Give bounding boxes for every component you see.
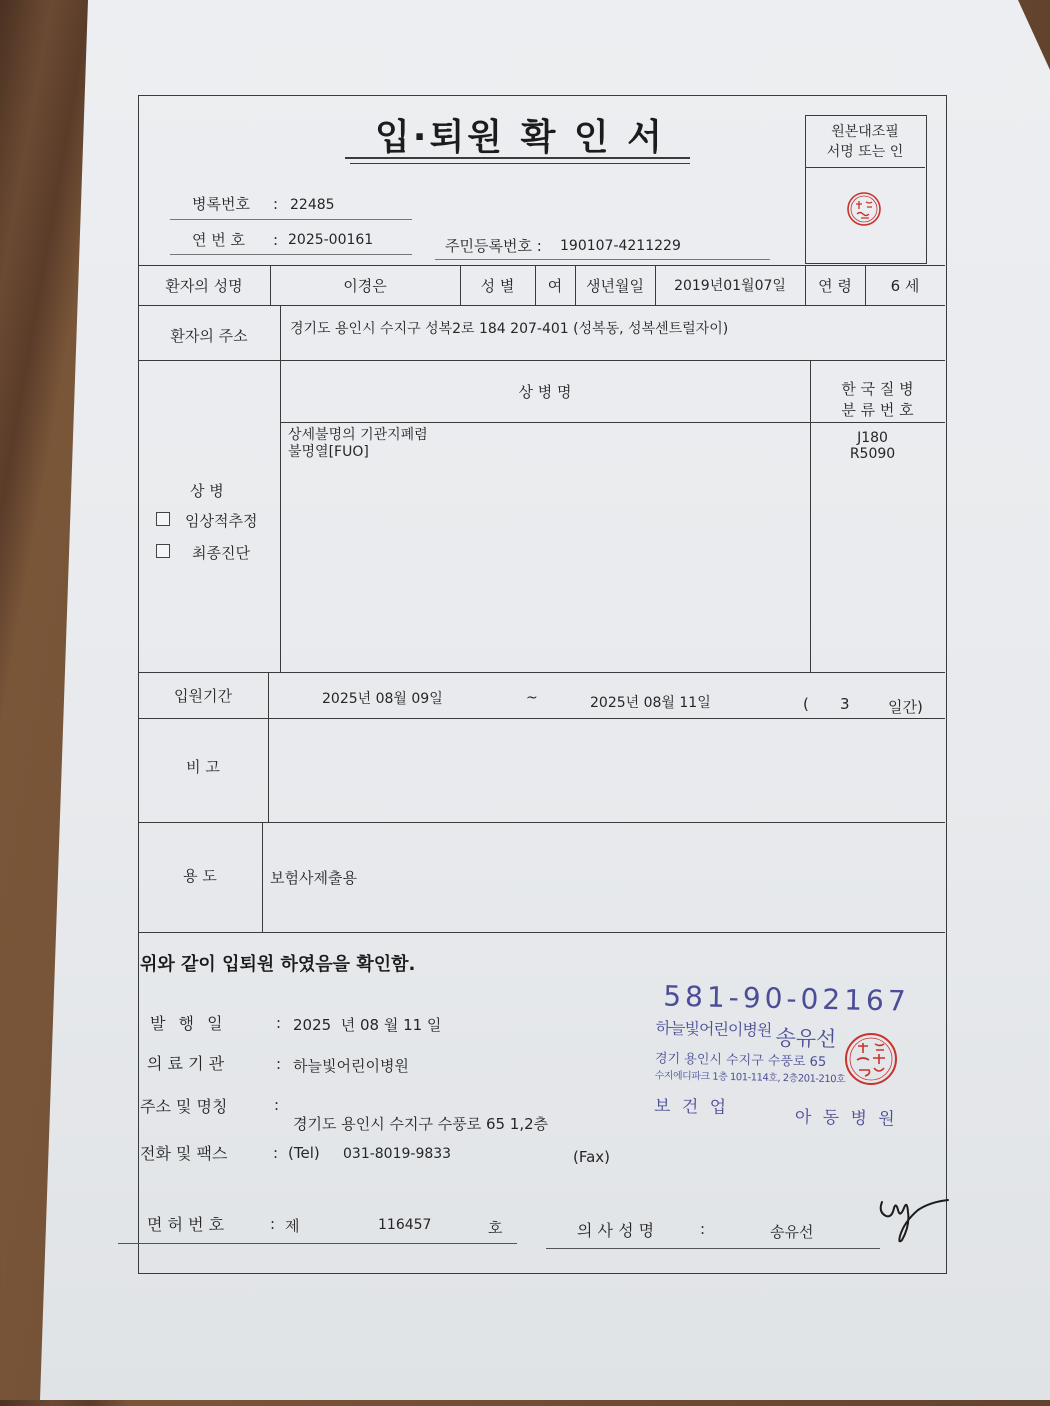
verify-box-divider bbox=[805, 167, 925, 168]
title-underline-thick bbox=[345, 157, 690, 159]
table-line bbox=[268, 672, 269, 718]
diagnosis-section-label: 상 병 bbox=[190, 482, 224, 500]
verify-seal-icon bbox=[845, 190, 883, 228]
resident-no-label: 주민등록번호 : bbox=[445, 237, 542, 255]
issuer-address-colon: : bbox=[274, 1096, 280, 1114]
diagnosis-name: 불명열[FUO] bbox=[288, 444, 369, 460]
license-underline bbox=[118, 1243, 517, 1244]
admission-days-suffix: 일간) bbox=[888, 698, 923, 716]
serial-no-value: 2025-00161 bbox=[288, 232, 374, 248]
record-no-underline bbox=[170, 219, 412, 220]
verify-box-line1: 원본대조필 bbox=[831, 124, 899, 140]
license-colon: : bbox=[270, 1215, 276, 1233]
tel-label: (Tel) bbox=[288, 1144, 320, 1162]
patient-sex-label: 성 별 bbox=[480, 276, 515, 295]
diagnosis-option-label: 임상적추정 bbox=[185, 512, 258, 530]
stamp-business-category: 보 건 업 bbox=[653, 1096, 730, 1118]
issue-date-colon: : bbox=[276, 1014, 282, 1032]
institution-colon: : bbox=[276, 1055, 282, 1073]
stamp-address-2: 수지에디파크 1층 101-114호, 2층201-210호 bbox=[654, 1070, 846, 1086]
phone-fax-label: 전화 및 팩스 bbox=[140, 1144, 228, 1163]
diagnosis-code: J180 bbox=[857, 429, 888, 446]
patient-age: 6 세 bbox=[890, 276, 920, 295]
confirmation-text: 위와 같이 입퇴원 하였음을 확인함. bbox=[140, 954, 416, 975]
institution-label: 의 료 기 관 bbox=[147, 1054, 225, 1073]
patient-dob: 2019년01월07일 bbox=[674, 278, 786, 294]
diagnosis-option-label: 최종진단 bbox=[192, 544, 250, 562]
director-seal-icon bbox=[842, 1030, 900, 1088]
title-underline-thin bbox=[350, 163, 690, 164]
admission-separator: ~ bbox=[526, 690, 538, 706]
table-line bbox=[268, 718, 269, 822]
stamp-business-number: 581-90-02167 bbox=[662, 979, 910, 1018]
verify-box-line2: 서명 또는 인 bbox=[826, 144, 904, 160]
diagnosis-option-checkbox bbox=[156, 512, 170, 526]
diagnosis-code: R5090 bbox=[849, 445, 896, 462]
issuer-address-label: 주소 및 명칭 bbox=[140, 1097, 228, 1116]
issuer-address: 경기도 용인시 수지구 수풍로 65 1,2층 bbox=[293, 1115, 549, 1133]
tel-number: 031-8019-9833 bbox=[343, 1146, 452, 1162]
stamp-hospital-name: 하늘빛어린이병원 bbox=[655, 1018, 772, 1040]
admission-paren-open: ( bbox=[803, 695, 809, 713]
patient-address-label: 환자의 주소 bbox=[170, 326, 248, 345]
table-line bbox=[138, 932, 945, 933]
license-prefix: 제 bbox=[285, 1217, 300, 1235]
resident-no-underline bbox=[435, 259, 770, 260]
purpose-label: 용 도 bbox=[183, 866, 217, 885]
diagnosis-option-checkbox bbox=[156, 544, 170, 558]
table-line bbox=[280, 305, 281, 360]
patient-address: 경기도 용인시 수지구 성복2로 184 207-401 (성복동, 성복센트럴자이) bbox=[290, 321, 729, 337]
table-line bbox=[138, 305, 945, 306]
stamp-business-type: 아 동 병 원 bbox=[794, 1107, 898, 1130]
diagnosis-name-header: 상 병 명 bbox=[518, 382, 572, 401]
stamp-director-name: 송유선 bbox=[775, 1025, 837, 1052]
fax-label: (Fax) bbox=[573, 1148, 611, 1166]
institution-name: 하늘빛어린이병원 bbox=[293, 1057, 409, 1075]
stamp-address-1: 경기 용인시 수지구 수풍로 65 bbox=[654, 1051, 827, 1070]
diagnosis-code-header-1: 한 국 질 병 bbox=[841, 379, 914, 398]
record-no-value: 22485 bbox=[290, 197, 335, 213]
license-label: 면 허 번 호 bbox=[147, 1215, 225, 1234]
doctor-colon: : bbox=[700, 1220, 706, 1238]
patient-name: 이경은 bbox=[343, 276, 387, 295]
table-line bbox=[262, 822, 263, 932]
admission-days: 3 bbox=[840, 695, 850, 713]
remarks-label: 비 고 bbox=[186, 757, 220, 776]
license-suffix: 호 bbox=[488, 1219, 503, 1237]
patient-age-label: 연 령 bbox=[818, 276, 852, 295]
serial-no-underline bbox=[170, 254, 412, 255]
admission-label: 입원기간 bbox=[174, 686, 232, 705]
patient-dob-label: 생년월일 bbox=[586, 276, 644, 295]
admission-start: 2025년 08월 09일 bbox=[322, 691, 443, 707]
serial-no-colon: : bbox=[273, 231, 279, 249]
doctor-signature-icon bbox=[872, 1186, 954, 1248]
doctor-label: 의 사 성 명 bbox=[577, 1221, 655, 1240]
record-no-colon: : bbox=[273, 195, 279, 213]
doctor-underline bbox=[546, 1248, 880, 1249]
admission-end: 2025년 08월 11일 bbox=[590, 695, 711, 711]
patient-name-label: 환자의 성명 bbox=[165, 276, 243, 295]
issue-date: 2025 년 08 월 11 일 bbox=[293, 1016, 442, 1034]
serial-no-label: 연 번 호 bbox=[192, 231, 246, 249]
issue-date-label: 발 행 일 bbox=[150, 1014, 223, 1033]
resident-no-value: 190107-4211229 bbox=[560, 238, 681, 254]
document-title: 입·퇴원 확 인 서 bbox=[375, 116, 665, 158]
doctor-name: 송유선 bbox=[770, 1223, 814, 1241]
record-no-label: 병록번호 bbox=[192, 195, 250, 213]
patient-sex: 여 bbox=[547, 276, 563, 295]
diagnosis-code-header-2: 분 류 번 호 bbox=[841, 400, 914, 419]
phone-fax-colon: : bbox=[273, 1144, 279, 1162]
license-number: 116457 bbox=[378, 1217, 432, 1233]
diagnosis-name: 상세불명의 기관지폐렴 bbox=[288, 427, 428, 443]
purpose-value: 보험사제출용 bbox=[270, 869, 357, 887]
table-line bbox=[280, 422, 945, 423]
